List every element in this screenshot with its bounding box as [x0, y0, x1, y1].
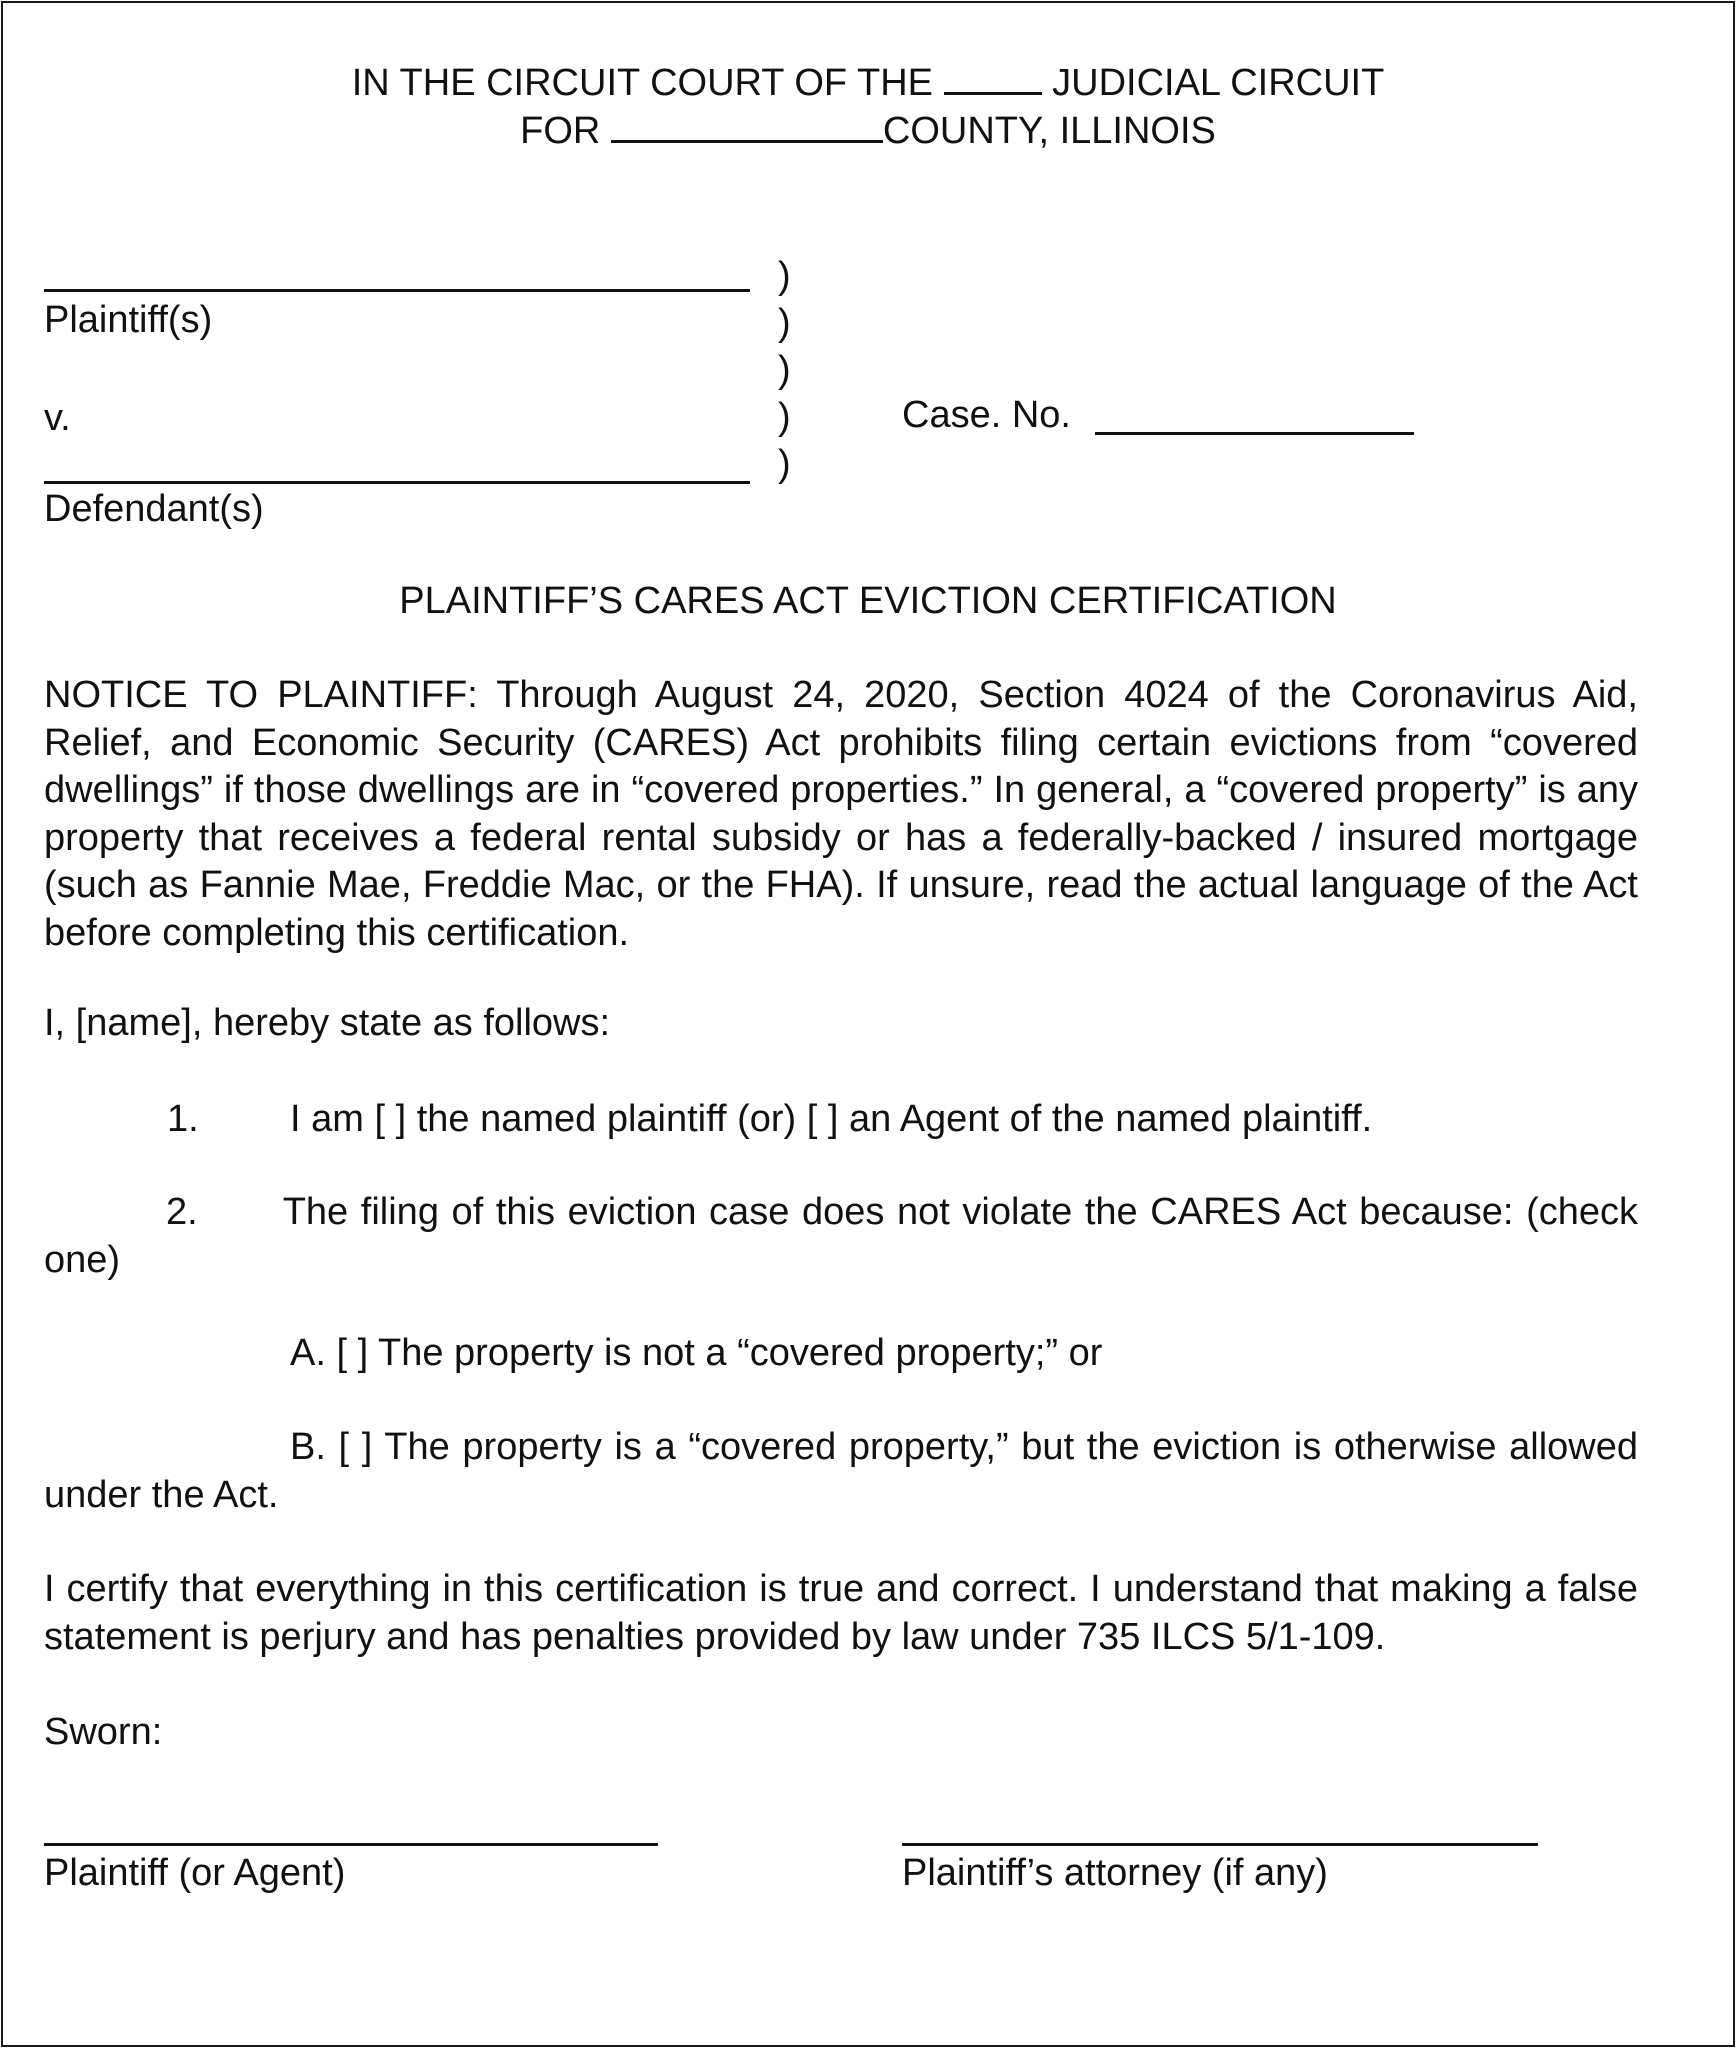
- caption-parenthesis: ): [778, 255, 791, 297]
- caption-parenthesis: ): [778, 396, 791, 438]
- statement-intro: I, [name], hereby state as follows:: [44, 1002, 611, 1044]
- certification-paragraph: I certify that everything in this certification is true and correct. I understand that making a false statement is perjury and has penalties provided by law under 735 ILCS 5/1-109.: [44, 1568, 1638, 1658]
- plaintiff-label: Plaintiff(s): [44, 299, 213, 341]
- item-number: 2.: [166, 1191, 198, 1233]
- county-name-blank[interactable]: [611, 110, 883, 143]
- plaintiff-signature-label: Plaintiff (or Agent): [44, 1852, 346, 1894]
- item-2-paragraph: [44, 1189, 1638, 1284]
- court-heading-line-2: [0, 108, 1736, 155]
- item-number: 1.: [167, 1098, 199, 1140]
- versus-label: v.: [44, 397, 71, 439]
- plaintiff-name-line[interactable]: [44, 289, 750, 292]
- caption-parenthesis: ): [778, 302, 791, 344]
- defendant-name-line[interactable]: [44, 481, 750, 484]
- sworn-label: Sworn:: [44, 1711, 163, 1753]
- caption-parenthesis: ): [778, 349, 791, 391]
- defendant-label: Defendant(s): [44, 488, 264, 530]
- plaintiff-signature-line[interactable]: [44, 1843, 658, 1846]
- option-b-paragraph: [44, 1424, 1638, 1519]
- court-heading-text: COUNTY, ILLINOIS: [882, 110, 1216, 152]
- case-number-line[interactable]: [1095, 432, 1414, 435]
- case-number-label: Case. No.: [902, 394, 1071, 436]
- attorney-signature-line[interactable]: [902, 1843, 1538, 1846]
- court-heading-text: IN THE CIRCUIT COURT OF THE: [351, 62, 934, 104]
- notice-paragraph: NOTICE TO PLAINTIFF: Through August 24, 2020, Section 4024 of the Coronavirus Aid, Relief, and Economic Security (CARES) Act prohibits filing certain evictions from “covered dwellings” if those dwellings are in “covered properties.” In general, a “covered property” is any property that receives a federal rental subsidy or has a federally-backed / insured mortgage (such as Fannie Mae, Freddie Mac, or the FHA). If unsure, read the actual language of the Act before completing this certification.: [44, 674, 1638, 954]
- item-text: The filing of this eviction case does not violate the CARES Act because: (check one): [44, 1191, 1638, 1281]
- court-heading-line-1: [0, 60, 1736, 107]
- option-a: A. [ ] The property is not a “covered property;” or: [290, 1332, 1103, 1374]
- attorney-signature-label: Plaintiff’s attorney (if any): [902, 1852, 1328, 1894]
- court-heading-text: FOR: [520, 110, 601, 152]
- document-title: PLAINTIFF’S CARES ACT EVICTION CERTIFICATION: [399, 580, 1337, 622]
- item-text: I am [ ] the named plaintiff (or) [ ] an Agent of the named plaintiff.: [290, 1098, 1373, 1140]
- caption-parenthesis: ): [778, 443, 791, 485]
- circuit-number-blank[interactable]: [944, 62, 1042, 95]
- court-heading-text: JUDICIAL CIRCUIT: [1052, 62, 1385, 104]
- option-b: B. [ ] The property is a “covered property,” but the eviction is otherwise allowed under the Act.: [44, 1426, 1638, 1516]
